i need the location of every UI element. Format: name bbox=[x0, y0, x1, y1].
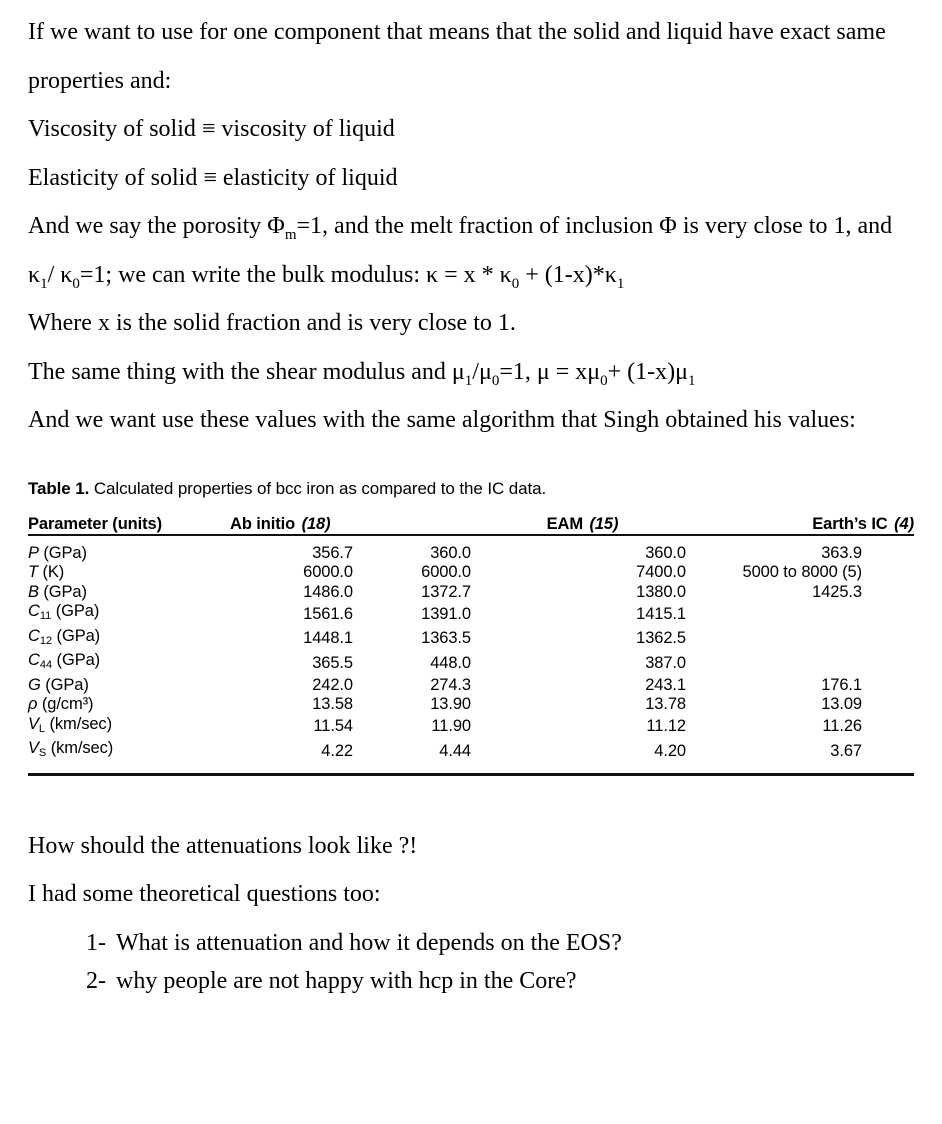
intro-paragraph bbox=[28, 154, 916, 203]
parameter-unit: (g/cm³) bbox=[37, 695, 94, 713]
intro-paragraph bbox=[28, 202, 916, 299]
header-parameter-label: Parameter (units) bbox=[28, 514, 163, 533]
cell-value: 176.1 bbox=[821, 675, 862, 694]
header-earths-ic bbox=[690, 515, 914, 535]
cell-value: 360.0 bbox=[645, 543, 686, 562]
cell-value: 1363.5 bbox=[421, 629, 471, 647]
row-parameter-label bbox=[28, 583, 230, 603]
parameter-symbol: G bbox=[28, 675, 41, 694]
header-eam bbox=[475, 515, 690, 535]
cell-value: 356.7 bbox=[312, 543, 353, 562]
cell-value: 13.09 bbox=[821, 695, 862, 713]
text-segment: And we want use these values with the same algorithm that Singh obtained his values: bbox=[28, 407, 856, 433]
header-ab-initio bbox=[230, 515, 475, 535]
math-subscript: 1 bbox=[688, 372, 696, 389]
parameter-symbol: T bbox=[28, 563, 38, 581]
table-row bbox=[28, 535, 914, 564]
cell-value: 387.0 bbox=[645, 653, 686, 672]
question-number: 1- bbox=[86, 929, 106, 956]
parameter-unit: (GPa) bbox=[38, 543, 87, 562]
header-earths-ic-ref: (4) bbox=[894, 514, 914, 533]
row-parameter-label bbox=[28, 695, 230, 715]
intro-paragraph bbox=[28, 348, 916, 397]
header-ab-initio-ref: (18) bbox=[301, 514, 331, 533]
cell-value: 13.78 bbox=[645, 695, 686, 713]
cell-value: 365.5 bbox=[312, 653, 353, 672]
cell-value bbox=[690, 651, 914, 676]
parameter-symbol: C bbox=[28, 602, 40, 620]
cell-value: 1362.5 bbox=[636, 629, 686, 647]
math-subscript: 0 bbox=[600, 372, 608, 389]
cell-value: 1415.1 bbox=[636, 604, 686, 623]
cell-value: 11.90 bbox=[431, 717, 471, 735]
parameter-unit: (K) bbox=[37, 563, 65, 581]
intro-text bbox=[28, 8, 916, 445]
cell-value bbox=[690, 627, 914, 652]
intro-paragraph bbox=[28, 396, 916, 445]
cell-value: 1486.0 bbox=[303, 582, 353, 601]
row-parameter-label bbox=[28, 602, 230, 627]
text-segment: Where x is the solid fraction and is very close to 1. bbox=[28, 310, 516, 336]
cell-value: 1561.6 bbox=[303, 604, 353, 623]
row-parameter-label bbox=[28, 715, 230, 740]
header-parameter-units bbox=[28, 515, 230, 535]
cell-value: 1372.7 bbox=[421, 582, 471, 601]
text-segment: =1, and the melt fraction of inclusion Φ is very close to 1, and κ bbox=[28, 213, 893, 288]
intro-paragraph bbox=[28, 299, 916, 348]
table-caption-label: Table 1. bbox=[28, 478, 90, 498]
text-segment: /μ bbox=[472, 358, 492, 385]
cell-value: 13.90 bbox=[430, 695, 471, 713]
text-segment: + (1-x)μ bbox=[607, 358, 689, 385]
cell-value: 448.0 bbox=[430, 653, 471, 672]
parameter-symbol: C bbox=[28, 626, 40, 645]
table-row bbox=[28, 651, 914, 676]
cell-value: 1391.0 bbox=[421, 604, 471, 623]
parameter-subscript: S bbox=[38, 747, 47, 759]
table-row bbox=[28, 583, 914, 603]
row-parameter-label bbox=[28, 627, 230, 652]
bcc-iron-properties-table bbox=[28, 515, 914, 776]
parameter-symbol: ρ bbox=[28, 695, 38, 713]
cell-value: 4.22 bbox=[230, 739, 355, 774]
row-parameter-label bbox=[28, 651, 230, 676]
math-subscript: m bbox=[284, 226, 297, 243]
parameter-symbol: P bbox=[28, 543, 39, 562]
math-subscript: 1 bbox=[464, 372, 473, 389]
parameter-unit: (GPa) bbox=[38, 582, 87, 601]
intro-paragraph bbox=[28, 105, 916, 154]
text-segment: Elasticity of solid ≡ elasticity of liquid bbox=[28, 164, 398, 191]
table-row bbox=[28, 563, 914, 583]
header-earths-ic-label: Earth’s IC bbox=[812, 514, 893, 533]
header-ab-initio-label: Ab initio bbox=[230, 514, 300, 533]
math-subscript: 0 bbox=[72, 275, 80, 292]
row-parameter-label bbox=[28, 676, 230, 696]
math-subscript: 0 bbox=[511, 275, 520, 292]
table-row bbox=[28, 715, 914, 740]
parameter-unit: (km/sec) bbox=[45, 714, 112, 733]
cell-value: 360.0 bbox=[430, 543, 471, 562]
table-row bbox=[28, 739, 914, 774]
math-subscript: 1 bbox=[616, 275, 625, 292]
question-item bbox=[86, 962, 916, 1000]
text-segment: / κ bbox=[47, 261, 73, 288]
cell-value: 11.54 bbox=[313, 717, 353, 735]
parameter-unit: (GPa) bbox=[52, 651, 101, 669]
table-caption-text: Calculated properties of bcc iron as compared to the IC data. bbox=[89, 478, 547, 498]
text-segment: And we say the porosity Φ bbox=[28, 213, 285, 239]
table-row bbox=[28, 602, 914, 627]
cell-value: 1448.1 bbox=[303, 629, 353, 647]
text-segment: =1; we can write the bulk modulus: κ = x * κ bbox=[79, 261, 512, 288]
parameter-subscript: L bbox=[38, 722, 46, 735]
parameter-symbol: B bbox=[28, 582, 39, 601]
parameter-symbol: V bbox=[28, 714, 39, 733]
parameter-symbol: V bbox=[28, 739, 39, 757]
text-segment: =1, μ = xμ bbox=[499, 358, 601, 385]
text-segment: If we want to use for one component that means that the solid and liquid have exact same properties and: bbox=[28, 19, 886, 94]
text-segment: + (1-x)*κ bbox=[519, 261, 617, 288]
cell-value: 7400.0 bbox=[636, 563, 686, 581]
cell-value: 6000.0 bbox=[303, 563, 353, 581]
outro-text bbox=[28, 822, 916, 1000]
question-list bbox=[28, 924, 916, 1000]
question-number: 2- bbox=[86, 967, 106, 994]
parameter-unit: (GPa) bbox=[52, 626, 101, 645]
cell-value: 1380.0 bbox=[636, 582, 686, 601]
parameter-symbol: C bbox=[28, 651, 40, 669]
row-parameter-label bbox=[28, 739, 230, 774]
cell-value: 4.20 bbox=[475, 739, 690, 774]
cell-value: 6000.0 bbox=[421, 563, 471, 581]
parameter-subscript: 12 bbox=[39, 634, 53, 647]
parameter-unit: (km/sec) bbox=[46, 739, 114, 757]
cell-value: 4.44 bbox=[355, 739, 475, 774]
cell-value: 3.67 bbox=[690, 739, 914, 774]
outro-question-line: How should the attenuations look like ?! bbox=[28, 832, 418, 859]
table-row bbox=[28, 695, 914, 715]
text-segment: Viscosity of solid ≡ viscosity of liquid bbox=[28, 116, 395, 142]
cell-value: 1425.3 bbox=[812, 582, 862, 601]
cell-value: 11.12 bbox=[646, 717, 686, 735]
intro-paragraph bbox=[28, 8, 916, 105]
parameter-unit: (GPa) bbox=[40, 675, 89, 694]
math-subscript: 1 bbox=[40, 275, 48, 292]
cell-value: 243.1 bbox=[645, 675, 686, 694]
parameter-unit: (GPa) bbox=[51, 602, 100, 620]
header-eam-ref: (15) bbox=[589, 514, 619, 533]
cell-value: 274.3 bbox=[430, 675, 471, 694]
cell-value bbox=[690, 602, 914, 627]
parameter-subscript: 11 bbox=[39, 610, 52, 622]
question-item bbox=[86, 924, 916, 962]
header-eam-label: EAM bbox=[546, 514, 588, 533]
cell-value: 363.9 bbox=[821, 543, 862, 562]
cell-value: 13.58 bbox=[312, 695, 353, 713]
row-parameter-label bbox=[28, 535, 230, 564]
question-text: why people are not happy with hcp in the Core? bbox=[116, 967, 577, 994]
table-caption bbox=[28, 479, 916, 499]
table-1-section bbox=[28, 479, 916, 776]
cell-value: 5000 to 8000 (5) bbox=[742, 563, 862, 581]
math-subscript: 0 bbox=[491, 372, 500, 389]
cell-value: 242.0 bbox=[312, 675, 353, 694]
outro-intro-line: I had some theoretical questions too: bbox=[28, 881, 381, 907]
text-segment: The same thing with the shear modulus and μ bbox=[28, 358, 465, 385]
row-parameter-label bbox=[28, 563, 230, 583]
table-row bbox=[28, 676, 914, 696]
table-row bbox=[28, 627, 914, 652]
question-text: What is attenuation and how it depends on the EOS? bbox=[116, 929, 622, 956]
cell-value: 11.26 bbox=[822, 717, 862, 735]
parameter-subscript: 44 bbox=[39, 659, 53, 671]
table-header-row bbox=[28, 515, 914, 535]
